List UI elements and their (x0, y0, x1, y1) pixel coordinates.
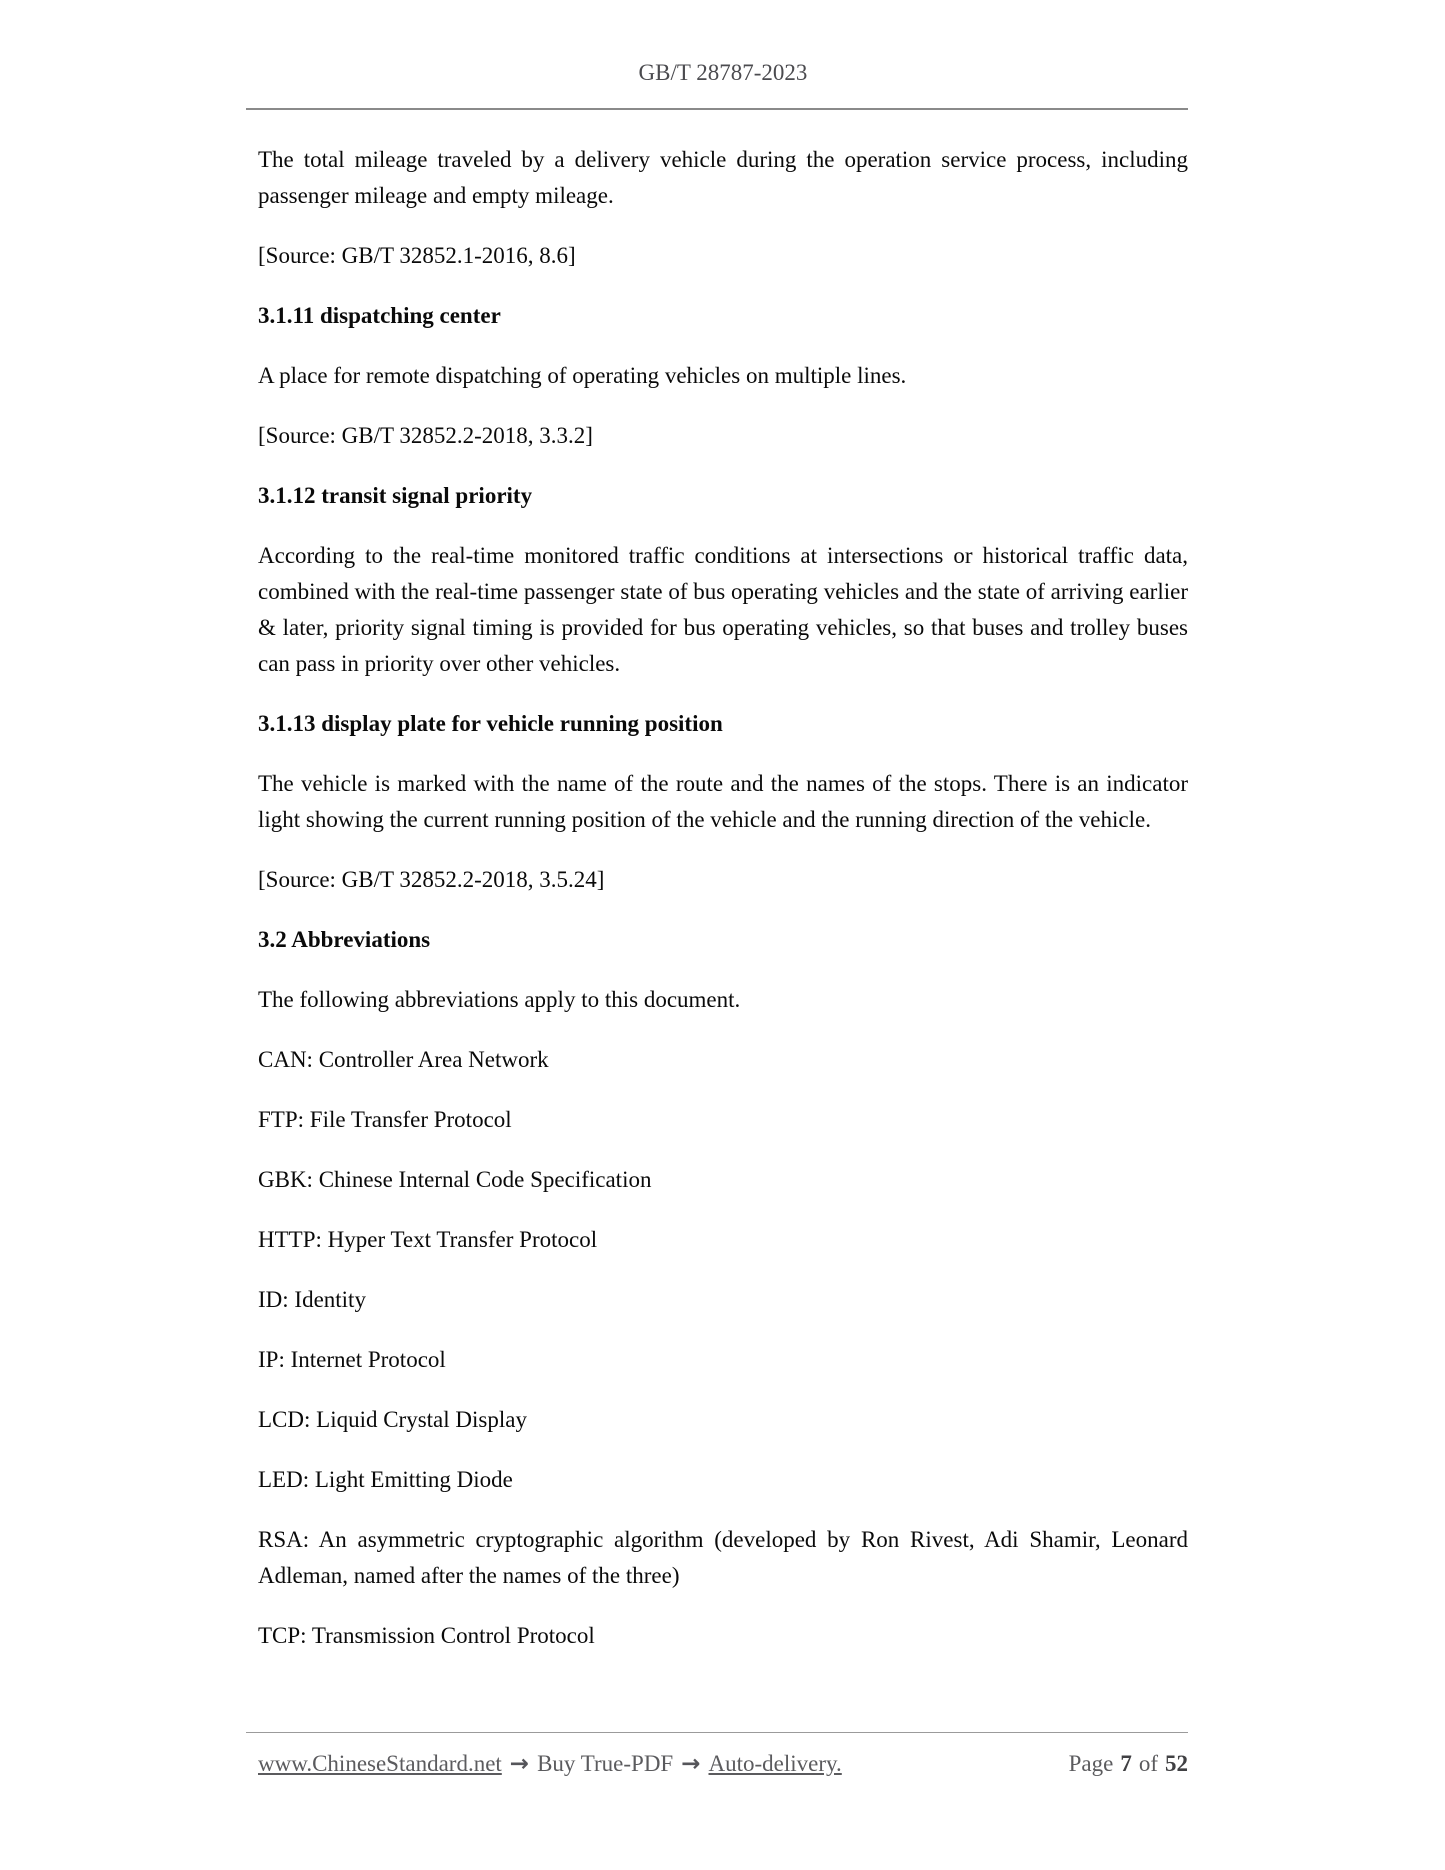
abbreviation-item-rsa: RSA: An asymmetric cryptographic algorithm (developed by Ron Rivest, Adi Shamir, Leonard Adleman, named after the names of the three) (258, 1527, 1188, 1588)
source-reference: [Source: GB/T 32852.2-2018, 3.5.24] (258, 867, 605, 892)
definition-paragraph: A place for remote dispatching of operating vehicles on multiple lines. (258, 363, 907, 388)
section-heading-3-2: 3.2 Abbreviations (258, 927, 431, 952)
source-reference: [Source: GB/T 32852.2-2018, 3.3.2] (258, 423, 593, 448)
source-reference: [Source: GB/T 32852.1-2016, 8.6] (258, 243, 576, 268)
site-link[interactable]: www.ChineseStandard.net (258, 1751, 502, 1776)
section-heading-3-1-11: 3.1.11 dispatching center (258, 303, 501, 328)
abbreviation-item-ip: IP: Internet Protocol (258, 1347, 446, 1372)
abbreviation-item-ftp: FTP: File Transfer Protocol (258, 1107, 512, 1132)
footer-left (258, 1748, 842, 1780)
footer-delivery-text: Auto-delivery. (708, 1751, 842, 1776)
definition-paragraph: The total mileage traveled by a delivery vehicle during the operation service process, including passenger mileage and empty mileage. (258, 147, 1188, 208)
abbreviations-intro: The following abbreviations apply to this document. (258, 987, 741, 1012)
page-label: Page (1068, 1751, 1114, 1776)
header-standard-number: GB/T 28787-2023 (638, 60, 808, 85)
document-footer (258, 1748, 1188, 1780)
arrow-right-icon: → (681, 1751, 701, 1777)
arrow-right-icon: → (509, 1751, 530, 1777)
page-of-label: of (1138, 1751, 1158, 1776)
section-heading-3-1-12: 3.1.12 transit signal priority (258, 483, 533, 508)
page-current-number: 7 (1120, 1751, 1132, 1776)
abbreviation-item-led: LED: Light Emitting Diode (258, 1467, 513, 1492)
abbreviation-item-id: ID: Identity (258, 1287, 366, 1312)
footer-divider (246, 1732, 1188, 1733)
abbreviation-item-lcd: LCD: Liquid Crystal Display (258, 1407, 527, 1432)
footer-buy-text: Buy True-PDF (537, 1751, 674, 1776)
page-total-number: 52 (1165, 1751, 1188, 1776)
definition-paragraph: The vehicle is marked with the name of the route and the names of the stops. There is an indicator light showing the current running position of the vehicle and the running direction of the vehicle. (258, 771, 1188, 832)
document-body (258, 142, 1188, 1678)
abbreviation-item-tcp: TCP: Transmission Control Protocol (258, 1623, 595, 1648)
definition-paragraph: According to the real-time monitored traffic conditions at intersections or historical traffic data, combined with the real-time passenger state of bus operating vehicles and the state of arriving earlier & later, priority signal timing is provided for bus operating vehicles, so that buses and trolley buses can pass in priority over other vehicles. (258, 543, 1188, 676)
header-divider (246, 108, 1188, 110)
abbreviation-item-gbk: GBK: Chinese Internal Code Specification (258, 1167, 652, 1192)
document-header (258, 58, 1188, 88)
abbreviation-item-can: CAN: Controller Area Network (258, 1047, 549, 1072)
section-heading-3-1-13: 3.1.13 display plate for vehicle running position (258, 711, 723, 736)
page-indicator (1069, 1748, 1188, 1780)
abbreviation-item-http: HTTP: Hyper Text Transfer Protocol (258, 1227, 598, 1252)
